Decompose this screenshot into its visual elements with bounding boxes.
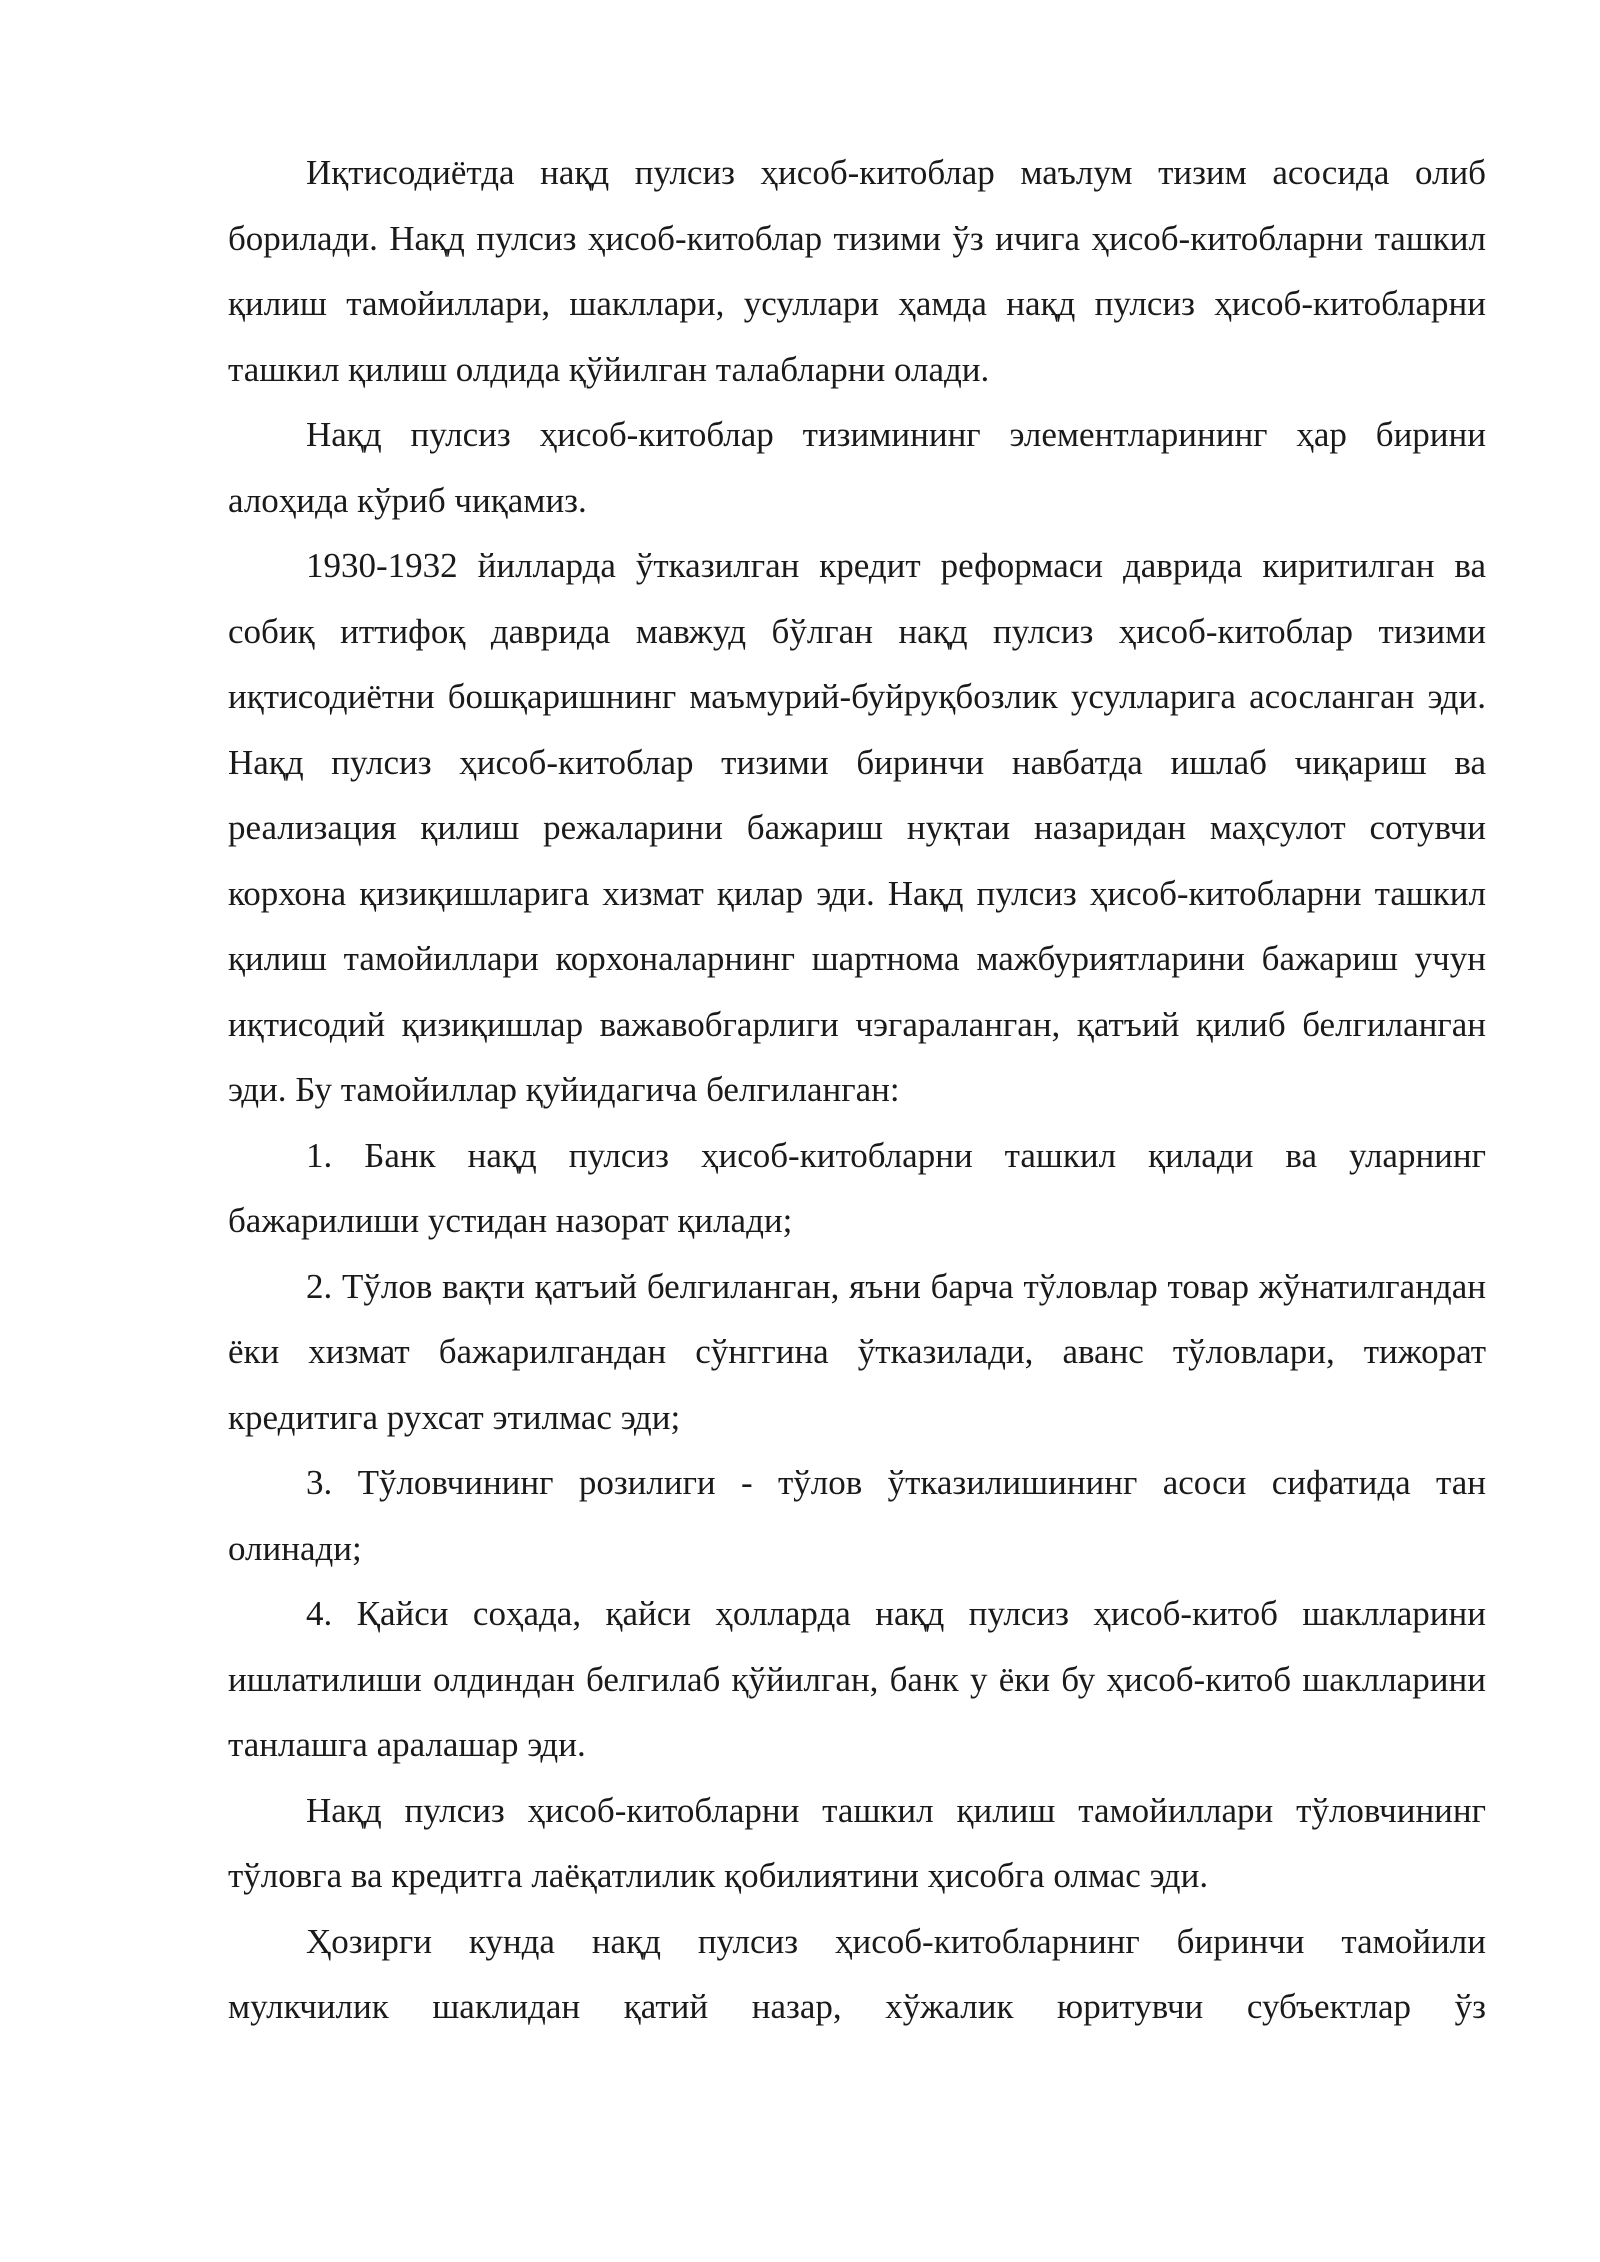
list-item-1: 1. Банк нақд пулсиз ҳисоб-китобларни ташкил қилади ва уларнинг бажарилиши устидан назорат қилади;	[228, 1135, 1486, 1240]
document-page	[228, 140, 1486, 2040]
list-item-3: 3. Тўловчининг розилиги - тўлов ўтказилишининг асоси сифатида тан олинади;	[228, 1463, 1486, 1568]
paragraph-5: Ҳозирги кунда нақд пулсиз ҳисоб-китобларнинг биринчи тамойили мулкчилик шаклидан қатий назар, хўжалик юритувчи субъектлар ўз	[228, 1921, 1486, 2026]
list-item-2: 2. Тўлов вақти қатъий белгиланган, яъни барча тўловлар товар жўнатилгандан ёки хизмат бажарилгандан сўнггина ўтказилади, аванс тўловлари, тижорат кредитига рухсат этилмас эди;	[228, 1266, 1486, 1437]
paragraph-4: Нақд пулсиз ҳисоб-китобларни ташкил қилиш тамойиллари тўловчининг тўловга ва кредитга лаёқатлилик қобилиятини ҳисобга олмас эди.	[228, 1790, 1486, 1895]
paragraph-2: Нақд пулсиз ҳисоб-китоблар тизимининг элементларининг ҳар бирини алоҳида кўриб чиқамиз.	[228, 415, 1486, 520]
paragraph-1: Иқтисодиётда нақд пулсиз ҳисоб-китоблар маълум тизим асосида олиб борилади. Нақд пулсиз ҳисоб-китоблар тизими ўз ичига ҳисоб-китобларни ташкил қилиш тамойиллари, шакллари, усуллари ҳамда нақд пулсиз ҳисоб-китобларни ташкил қилиш олдида қўйилган талабларни олади.	[228, 153, 1486, 389]
list-item-4: 4. Қайси соҳада, қайси ҳолларда нақд пулсиз ҳисоб-китоб шаклларини ишлатилиши олдиндан белгилаб қўйилган, банк у ёки бу ҳисоб-китоб шаклларини танлашга аралашар эди.	[228, 1594, 1486, 1764]
paragraph-3: 1930-1932 йилларда ўтказилган кредит реформаси даврида киритилган ва собиқ иттифоқ даврида мавжуд бўлган нақд пулсиз ҳисоб-китоблар тизими иқтисодиётни бошқаришнинг маъмурий-буйруқбозлик усулларига асосланган эди. Нақд пулсиз ҳисоб-китоблар тизими биринчи навбатда ишлаб чиқариш ва реализация қилиш режаларини бажариш нуқтаи назаридан маҳсулот сотувчи корхона қизиқишларига хизмат қилар эди. Нақд пулсиз ҳисоб-китобларни ташкил қилиш тамойиллари корхоналарнинг шартнома мажбуриятларини бажариш учун иқтисодий қизиқишлар важавобгарлиги чэгараланган, қатъий қилиб белгиланган эди. Бу тамойиллар қуйидагича белгиланган:	[228, 546, 1486, 1109]
